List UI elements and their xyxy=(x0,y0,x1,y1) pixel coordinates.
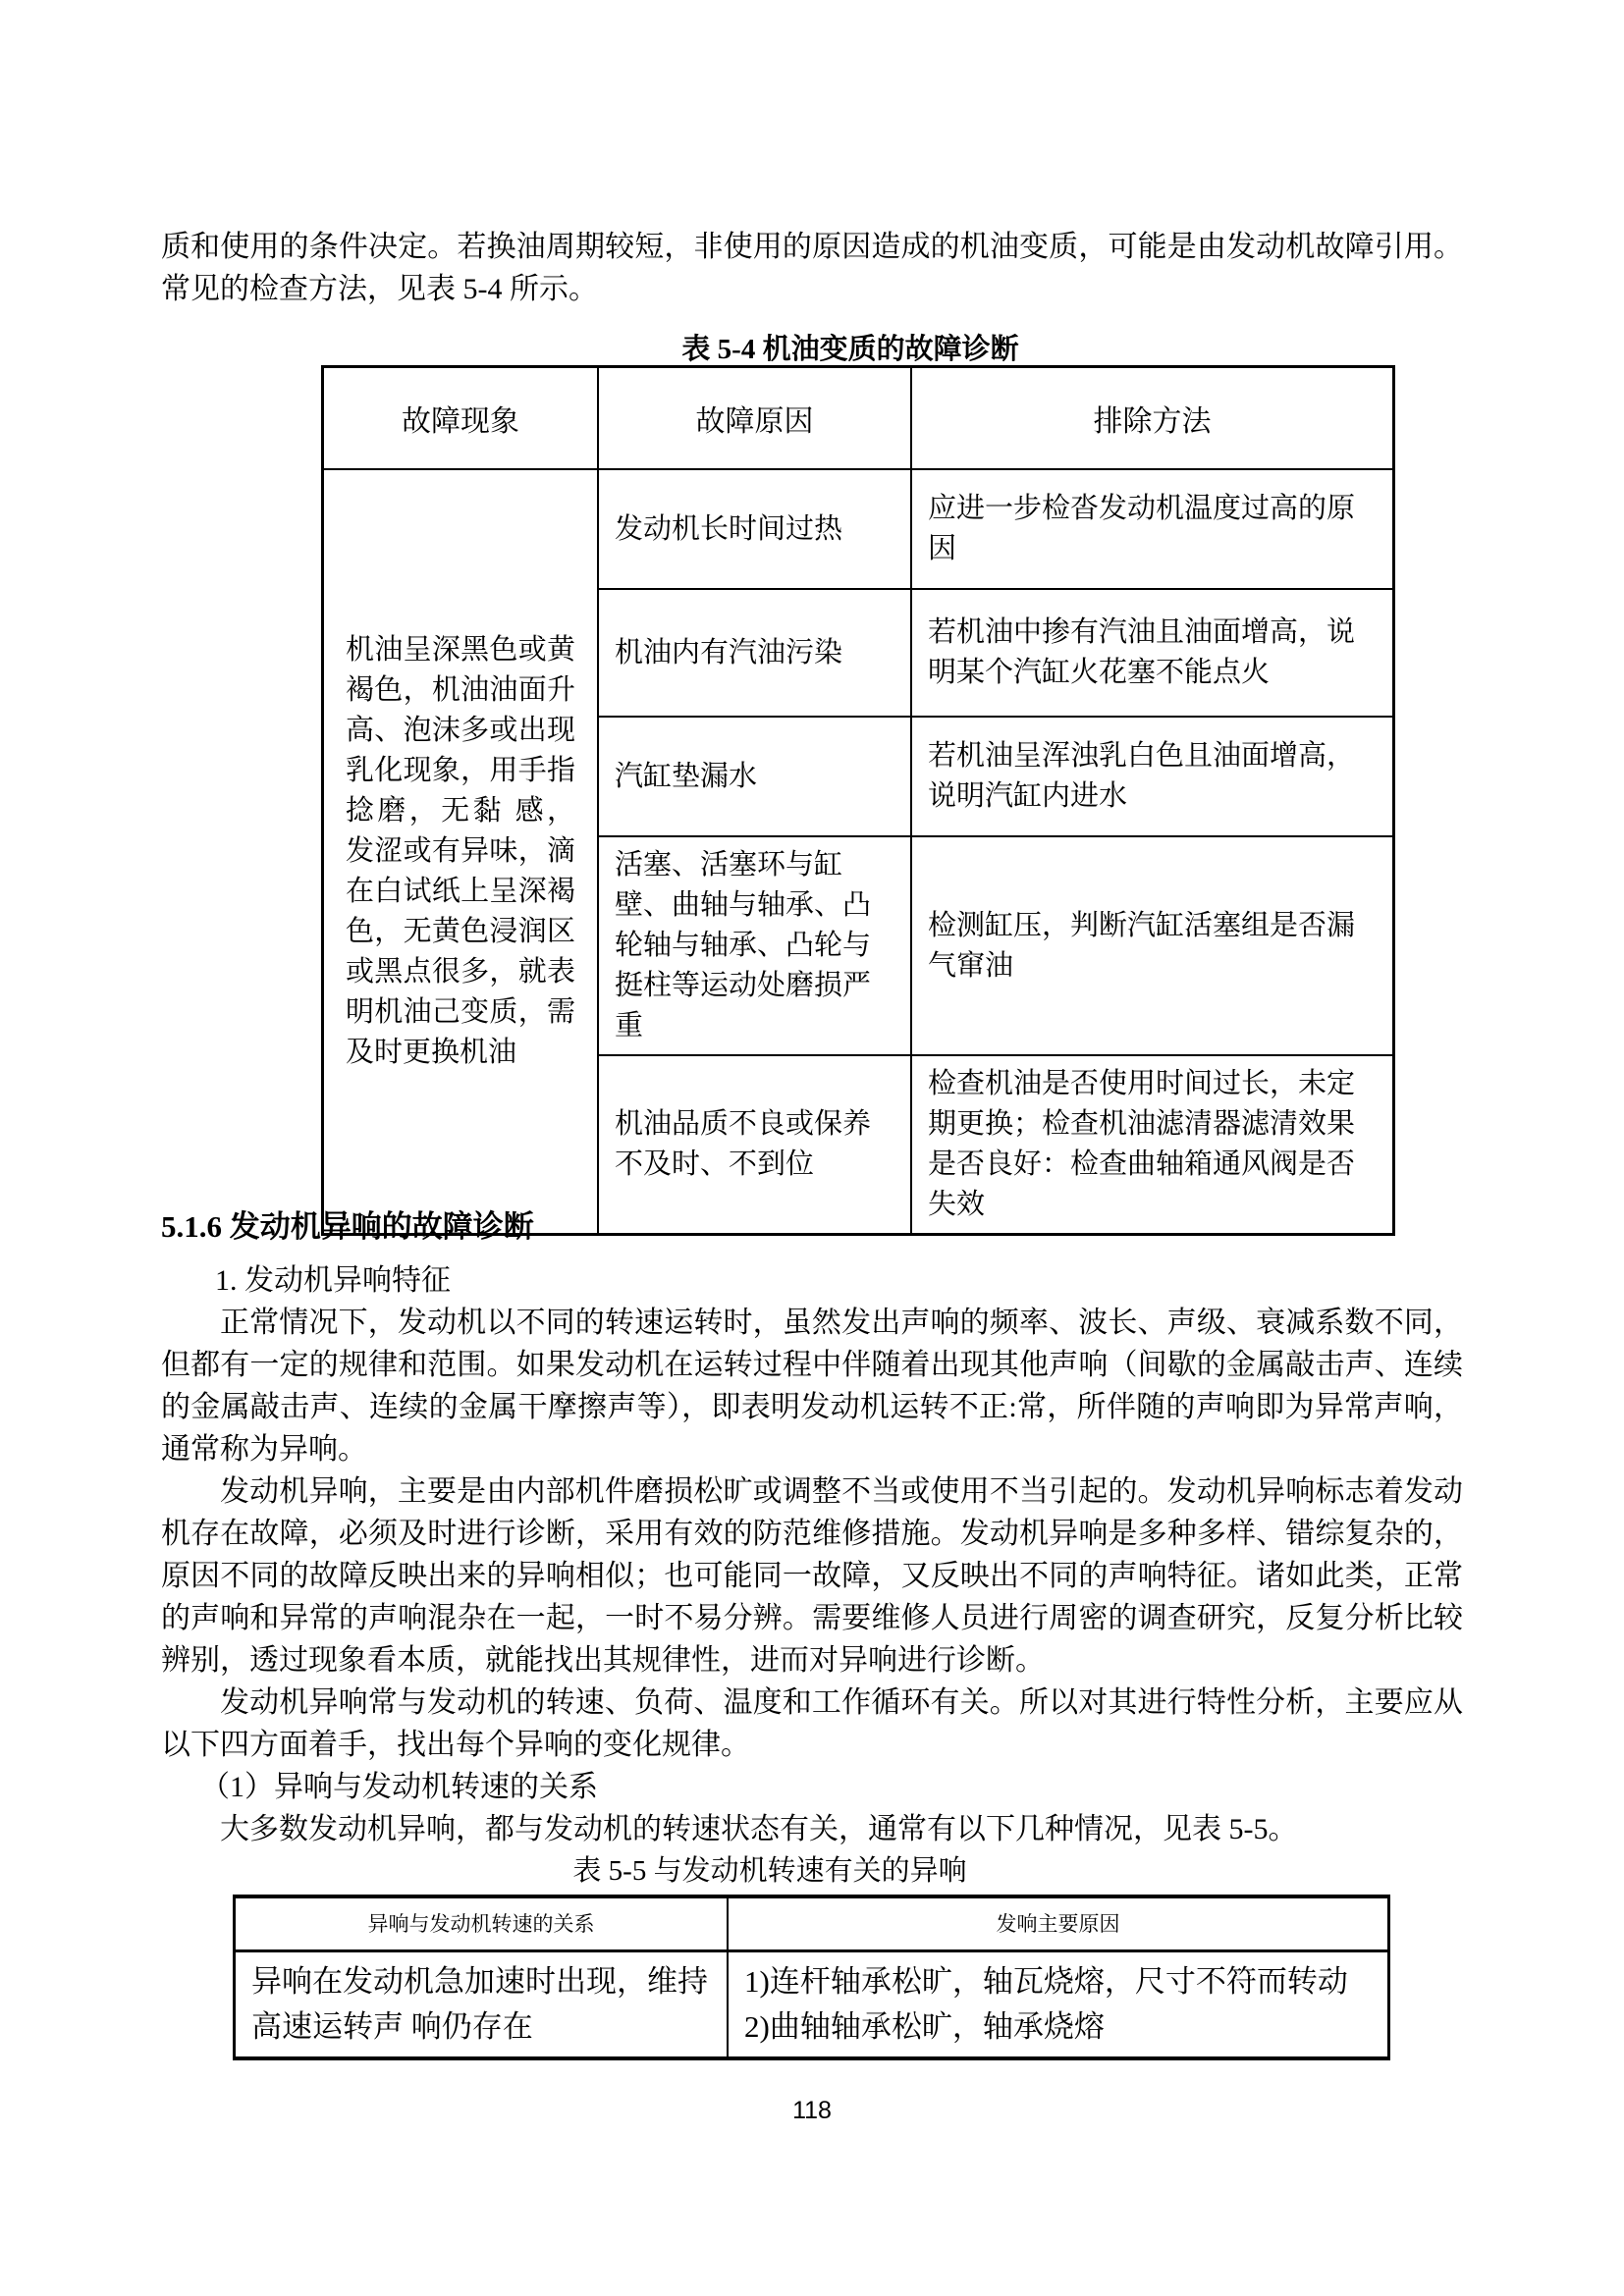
cause-line: 2)曲轴轴承松旷，轴承烧熔 xyxy=(744,2009,1105,2044)
section-5-1-6 xyxy=(161,1205,1463,2060)
sub-heading: 1. 发动机异响特征 xyxy=(215,1264,451,1297)
table-row xyxy=(323,469,1394,589)
cause-cell: 机油内有汽油污染 xyxy=(598,589,911,717)
cause-cell: 汽缸垫漏水 xyxy=(598,717,911,836)
cause-cell: 发动机长时间过热 xyxy=(598,469,911,589)
section-heading: 5.1.6 发动机异响的故障诊断 xyxy=(161,1209,534,1244)
remedy-cell: 若机油中掺有汽油且油面增高，说明某个汽缸火花塞不能点火 xyxy=(911,589,1394,717)
table-header-row xyxy=(323,367,1394,470)
intro-paragraph: 质和使用的条件决定。若换油周期较短，非使用的原因造成的机油变质，可能是由发动机故障引用。常见的检查方法，见表 5-4 所示。 xyxy=(161,231,1463,305)
table-5-5-header xyxy=(235,1896,1389,1951)
table-row xyxy=(235,1951,1389,2059)
page-number: 118 xyxy=(792,2097,832,2124)
table-5-5 xyxy=(233,1895,1390,2060)
cause-cell: 活塞、活塞环与缸壁、曲轴与轴承、凸轮轴与轴承、凸轮与挺柱等运动处磨损严重 xyxy=(598,836,911,1055)
remedy-cell: 若机油呈浑浊乳白色且油面增高，说明汽缸内进水 xyxy=(911,717,1394,836)
cause-line: 1)连杆轴承松旷，轴瓦烧熔，尺寸不符而转动 xyxy=(744,1964,1348,1999)
list-item: （1）异响与发动机转速的关系 xyxy=(200,1771,598,1803)
body-paragraph: 发动机异响常与发动机的转速、负荷、温度和工作循环有关。所以对其进行特性分析，主要应从以下四方面着手，找出每个异响的变化规律。 xyxy=(161,1686,1463,1761)
table-5-4-caption: 表 5-4 机油变质的故障诊断 xyxy=(681,334,1019,365)
table-5-4-body xyxy=(323,469,1394,1235)
body-paragraph: 发动机异响，主要是由内部机件磨损松旷或调整不当或使用不当引起的。发动机异响标志着发动机存在故障，必须及时进行诊断，采用有效的防范维修措施。发动机异响是多种多样、错综复杂的，原因不同的故障反映出来的异响相似；也可能同一故障，又反映出不同的声响特征。诸如此类，正常的声响和异常的声响混杂在一起，一时不易分辨。需要维修人员进行周密的调查研究，反复分析比较辨别，透过现象看本质，就能找出其规律性，进而对异响进行诊断。 xyxy=(161,1475,1463,1677)
table-header-row xyxy=(235,1896,1389,1951)
table-5-5-caption: 表 5-5 与发动机转速有关的异响 xyxy=(572,1855,967,1887)
remedy-cell: 检测缸压，判断汽缸活塞组是否漏气窜油 xyxy=(911,836,1394,1055)
cause-cell: 机油品质不良或保养不及时、不到位 xyxy=(598,1055,911,1235)
header-phenomenon: 故障现象 xyxy=(323,367,599,470)
table-5-5-body xyxy=(235,1951,1389,2059)
body-paragraph: 大多数发动机异响，都与发动机的转速状态有关，通常有以下几种情况，见表 5-5。 xyxy=(220,1813,1298,1845)
table-5-4-header xyxy=(323,367,1394,470)
header-relation: 异响与发动机转速的关系 xyxy=(235,1896,729,1951)
phenomenon-cell: 机油呈深黑色或黄褐色，机油油面升高、泡沫多或出现乳化现象，用手指捻磨，无黏 感，发涩或有异味，滴在白试纸上呈深褐色，无黄色浸润区或黑点很多，就表明机油己变质，需及时更换机油 xyxy=(323,469,599,1235)
table-5-4 xyxy=(321,365,1395,1236)
remedy-cell: 检查机油是否使用时间过长，未定期更换；检查机油滤清器滤清效果是否良好：检查曲轴箱通风阀是否失效 xyxy=(911,1055,1394,1235)
remedy-cell: 应进一步检沓发动机温度过高的原因 xyxy=(911,469,1394,589)
body-paragraph: 正常情况下，发动机以不同的转速运转时，虽然发出声响的频率、波长、声级、衰减系数不同，但都有一定的规律和范围。如果发动机在运转过程中伴随着出现其他声响（间歇的金属敲击声、连续的金属敲击声、连续的金属干摩擦声等），即表明发动机运转不正:常，所伴随的声响即为异常声响，通常称为异响。 xyxy=(161,1307,1463,1466)
table-5-5-wrapper xyxy=(233,1895,1463,2060)
header-cause: 故障原因 xyxy=(598,367,911,470)
main-cause-cell xyxy=(728,1951,1389,2059)
header-main-cause: 发响主要原因 xyxy=(728,1896,1389,1951)
relation-cell: 异响在发动机急加速时出现，维持高速运转声 响仍存在 xyxy=(235,1951,729,2059)
header-remedy: 排除方法 xyxy=(911,367,1394,470)
